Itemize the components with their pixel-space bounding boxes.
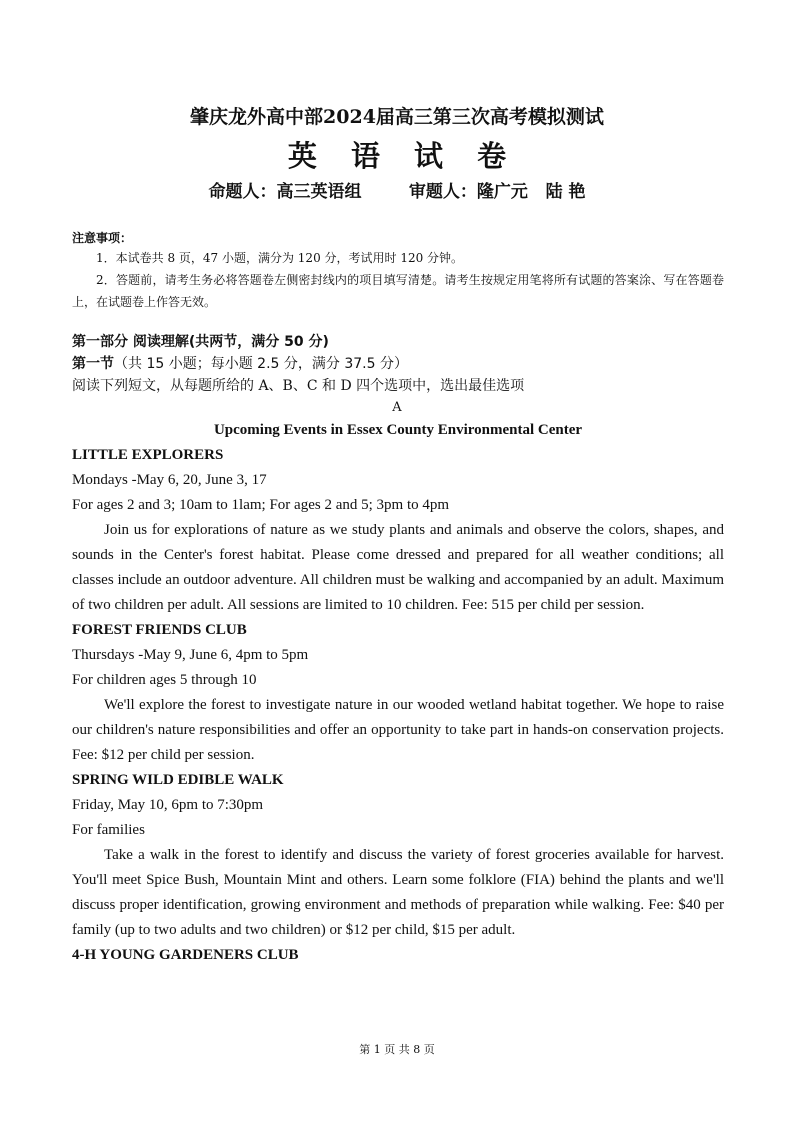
setter-name: 高三英语组 [276,182,362,202]
event-schedule: Friday, May 10, 6pm to 7:30pm [72,797,264,813]
event-name: FOREST FRIENDS CLUB [72,622,247,638]
setter-label: 命题人： [208,182,277,202]
reviewer-name: 隆广元 陆 艳 [476,182,586,202]
event-audience: For ages 2 and 3; 10am to 1lam; For ages 2 and 5; 3pm to 4pm [72,497,450,513]
notes-heading: 注意事项： [72,231,133,245]
event-audience: For children ages 5 through 10 [72,672,257,688]
section-info: （共 15 小题；每小题 2.5 分，满分 37.5 分） [114,356,408,372]
event-schedule: Mondays -May 6, 20, June 3, 17 [72,472,267,488]
part-title: 第一部分 阅读理解(共两节，满分 50 分) [72,334,329,350]
note-item: 1．本试卷共 8 页，47 小题，满分为 120 分，考试用时 120 分钟。 [96,251,464,265]
reviewer-label: 审题人： [408,182,477,202]
event-name: SPRING WILD EDIBLE WALK [72,772,284,788]
authors-line [0,180,794,204]
event-name: LITTLE EXPLORERS [72,447,224,463]
event-schedule: Thursdays -May 9, June 6, 4pm to 5pm [72,647,309,663]
event-description: Take a walk in the forest to identify and discuss the variety of forest groceries available for harvest. You'll meet Spice Bush, Mountain Mint and others. Learn some folklore (FIA) behind the plants and we'll discuss proper identification, growing environment and methods of preparation while walking. Fee: $40 per family (up to two adults and two children) or $12 per child, $15 per adult. [72,847,724,938]
passage-letter: A [392,400,402,415]
section-title [72,354,408,374]
event-name: 4-H YOUNG GARDENERS CLUB [72,947,299,963]
subject-title: 英 语 试 卷 [287,139,519,173]
notes-list [72,247,724,313]
authors-gap [361,182,408,202]
exam-title: 肇庆龙外高中部2024届高三第三次高考模拟测试 [190,106,604,128]
note-item: 2．答题前，请考生务必将答题卷左侧密封线内的项目填写清楚。请考生按规定用笔将所有试题的答案涂、写在答题卷上，在试题卷上作答无效。 [72,273,724,309]
passage-title: Upcoming Events in Essex County Environmental Center [213,422,583,438]
event-description: Join us for explorations of nature as we study plants and animals and observe the colors, shapes, and sounds in the Center's forest habitat. Please come dressed and prepared for all weather conditions; all classes include an outdoor adventure. All children must be walking and accompanied by an adult. Maximum of two children per adult. All sessions are limited to 10 children. Fee: 515 per child per session. [72,522,724,613]
passage-a [72,418,724,968]
section-label: 第一节 [72,356,114,372]
section-instruction: 阅读下列短文，从每题所给的 A、B、C 和 D 四个选项中，选出最佳选项 [72,378,525,394]
event-description: We'll explore the forest to investigate nature in our wooded wetland habitat together. We hope to raise our children's nature responsibilities and offer an opportunity to take part in hands-on conservation projects. Fee: $12 per child per session. [72,697,724,763]
event-audience: For families [72,822,145,838]
page-footer: 第 1 页 共 8 页 [359,1043,435,1056]
